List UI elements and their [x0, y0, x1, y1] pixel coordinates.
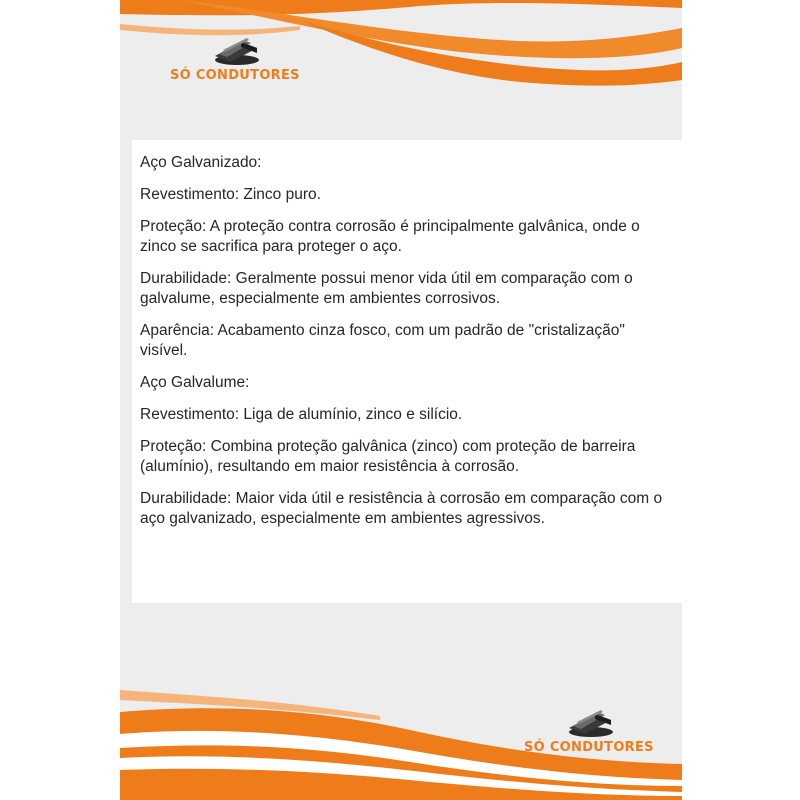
brand-name: SÓ CONDUTORES — [524, 740, 654, 755]
brand-logo-top — [170, 34, 300, 83]
brand-logo-bottom — [524, 706, 654, 755]
conductor-bundle-icon — [207, 34, 263, 66]
conductor-bundle-icon — [561, 706, 617, 738]
text-panel — [132, 140, 682, 603]
paragraph: Proteção: Combina proteção galvânica (zinco) com proteção de barreira (alumínio), resultando em maior resistência à corrosão. — [140, 438, 636, 475]
document-page — [120, 0, 682, 800]
paragraph: Durabilidade: Geralmente possui menor vida útil em comparação com o galvalume, especialmente em ambientes corrosivos. — [140, 270, 633, 307]
paragraph: Revestimento: Liga de alumínio, zinco e silício. — [140, 406, 463, 423]
heading-aco-galvalume: Aço Galvalume: — [140, 374, 250, 391]
paragraph: Proteção: A proteção contra corrosão é principalmente galvânica, onde o zinco se sacrifica para proteger o aço. — [140, 218, 640, 255]
heading-aco-galvanizado: Aço Galvanizado: — [140, 154, 262, 171]
brand-name: SÓ CONDUTORES — [170, 68, 300, 83]
paragraph: Aparência: Acabamento cinza fosco, com um padrão de "cristalização" visível. — [140, 322, 625, 359]
paragraph: Durabilidade: Maior vida útil e resistência à corrosão em comparação com o aço galvanizado, especialmente em ambientes agressivos. — [140, 490, 663, 527]
paragraph: Revestimento: Zinco puro. — [140, 186, 321, 203]
